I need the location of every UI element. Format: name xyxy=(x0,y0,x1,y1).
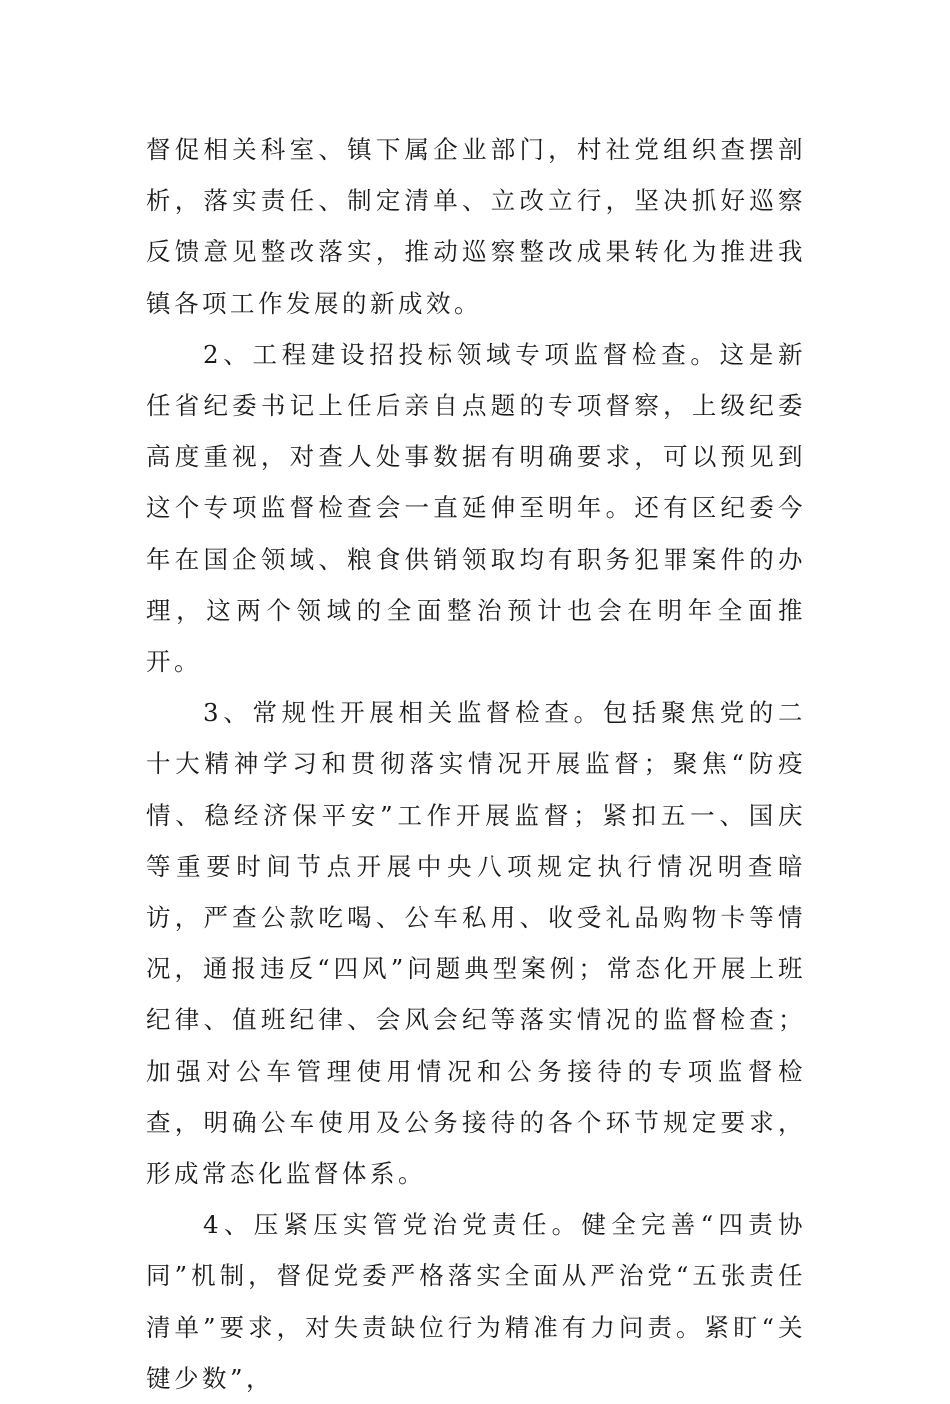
paragraph-continuation: 督促相关科室、镇下属企业部门，村社党组织查摆剖析，落实责任、制定清单、立改立行，坚决抓好巡察反馈意见整改落实，推动巡察整改成果转化为推进我镇各项工作发展的新成效。 xyxy=(146,135,806,318)
document-body xyxy=(146,124,806,1404)
paragraph-item-3: 3、常规性开展相关监督检查。包括聚焦党的二十大精神学习和贯彻落实情况开展监督；聚焦“防疫情、稳经济保平安”工作开展监督；紧扣五一、国庆等重要时间节点开展中央八项规定执行情况明查暗访，严查公款吃喝、公车私用、收受礼品购物卡等情况，通报违反“四风”问题典型案例；常态化开展上班纪律、值班纪律、会风会纪等落实情况的监督检查；加强对公车管理使用情况和公务接待的专项监督检查，明确公车使用及公务接待的各个环节规定要求，形成常态化监督体系。 xyxy=(146,698,806,1189)
paragraph-item-2: 2、工程建设招投标领域专项监督检查。这是新任省纪委书记上任后亲自点题的专项督察，上级纪委高度重视，对查人处事数据有明确要求，可以预见到这个专项监督检查会一直延伸至明年。还有区纪委今年在国企领域、粮食供销领取均有职务犯罪案件的办理，这两个领域的全面整治预计也会在明年全面推开。 xyxy=(146,339,806,677)
paragraph-item-4: 4、压紧压实管党治党责任。健全完善“四责协同”机制，督促党委严格落实全面从严治党“五张责任清单”要求，对失责缺位行为精准有力问责。紧盯“关键少数”， xyxy=(146,1210,806,1393)
